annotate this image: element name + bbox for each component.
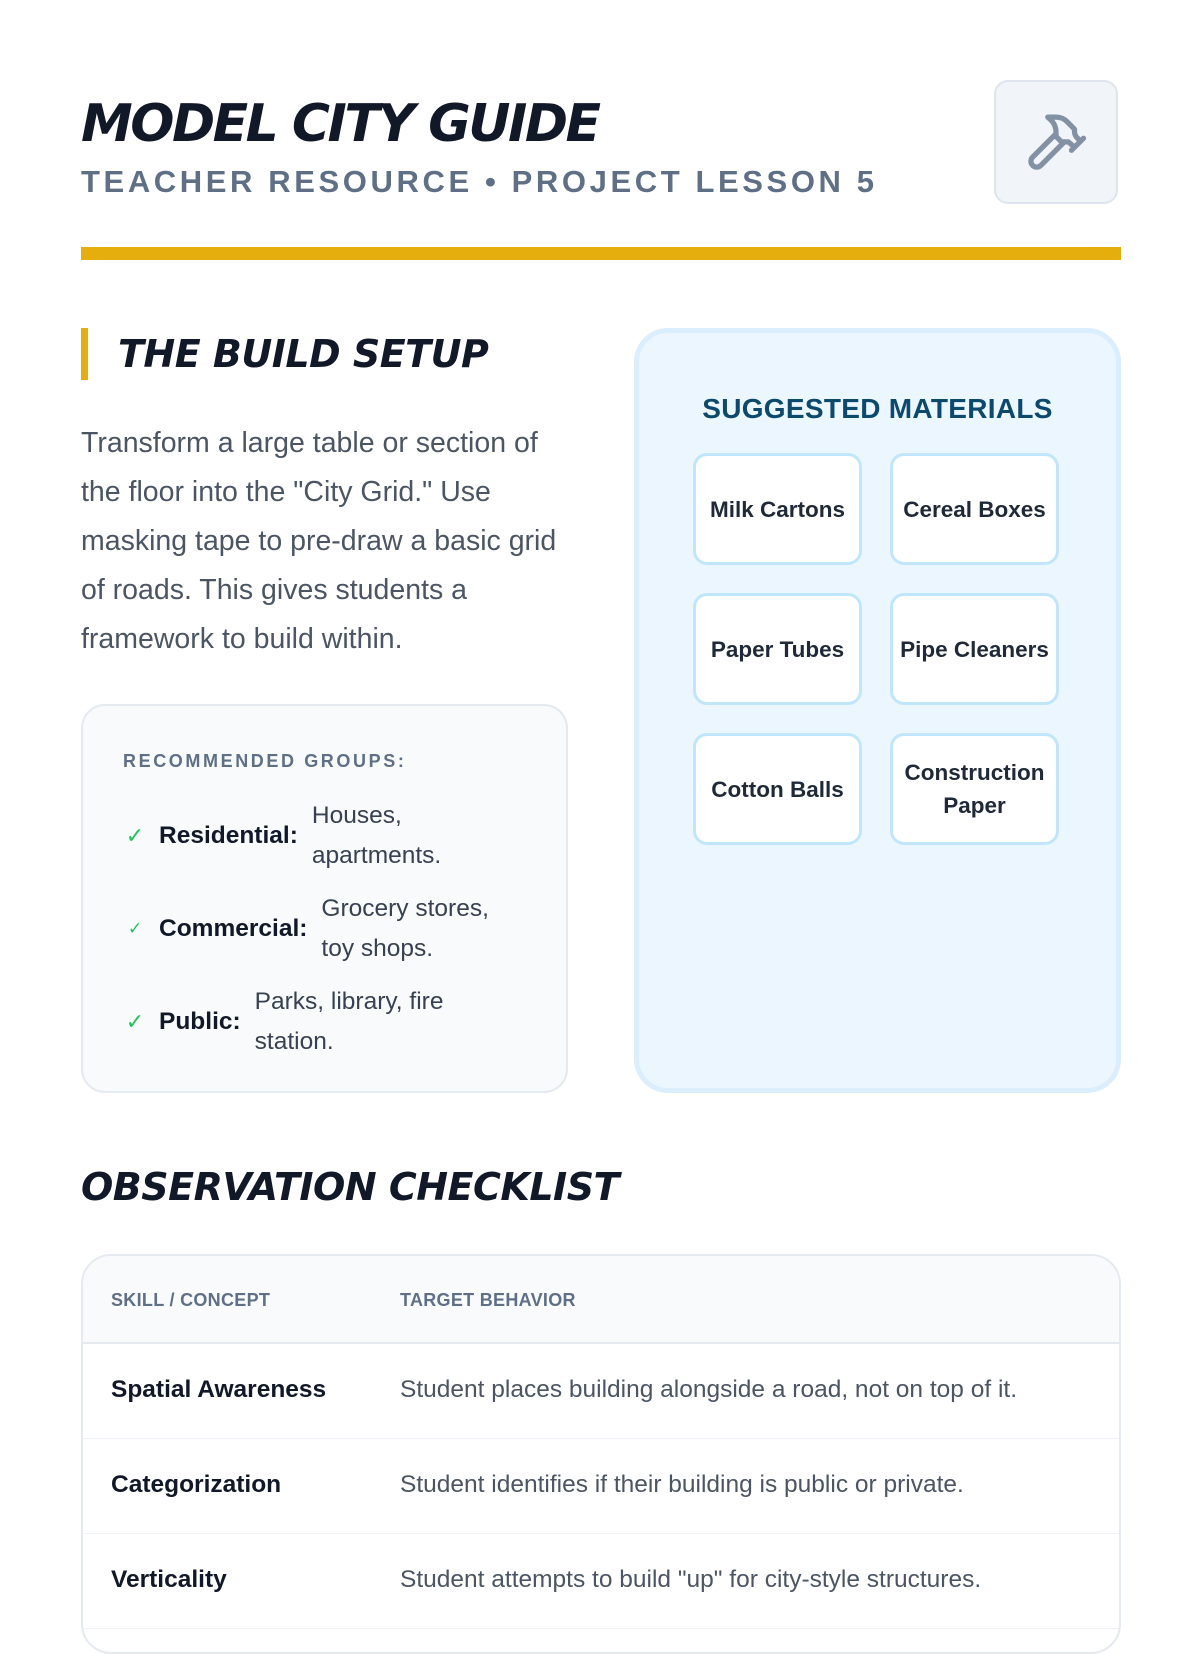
skill-cell: Spatial Awareness bbox=[111, 1376, 327, 1403]
behavior-cell: Student identifies if their building is public or private. bbox=[400, 1471, 964, 1498]
group-description: Houses, apartments. bbox=[311, 802, 442, 869]
table-row bbox=[83, 1439, 1119, 1534]
group-item-public bbox=[123, 982, 485, 1062]
hammer-icon bbox=[1023, 109, 1089, 175]
column-header-skill: SKILL / CONCEPT bbox=[111, 1290, 271, 1310]
material-tile: Cereal Boxes bbox=[890, 453, 1059, 565]
material-tile: Construction Paper bbox=[890, 733, 1059, 845]
group-name: Public: bbox=[159, 1008, 241, 1035]
header-divider bbox=[81, 247, 1121, 260]
material-tile: Milk Cartons bbox=[693, 453, 862, 565]
page bbox=[81, 0, 1121, 1600]
group-item-commercial bbox=[123, 889, 511, 969]
suggested-materials-card bbox=[634, 328, 1121, 1093]
page-title: MODEL CITY GUIDE bbox=[81, 94, 599, 154]
group-name: Commercial: bbox=[159, 915, 308, 942]
header-icon-box bbox=[994, 80, 1118, 204]
build-setup-body: Transform a large table or section of the floor into the "City Grid." Use masking tape to pre-draw a basic grid of roads. This gives students a framework to build within. bbox=[81, 427, 557, 655]
build-setup-title: THE BUILD SETUP bbox=[118, 332, 489, 376]
group-description: Grocery stores, toy shops. bbox=[321, 895, 489, 962]
material-tile: Cotton Balls bbox=[693, 733, 862, 845]
check-icon: ✓ bbox=[125, 823, 145, 848]
recommended-groups-label: RECOMMENDED GROUPS: bbox=[123, 751, 407, 771]
behavior-cell: Student attempts to build "up" for city-style structures. bbox=[400, 1566, 982, 1593]
skill-cell: Verticality bbox=[111, 1566, 227, 1593]
group-description: Parks, library, fire station. bbox=[254, 988, 444, 1055]
table-row bbox=[83, 1344, 1119, 1439]
column-header-behavior: TARGET BEHAVIOR bbox=[400, 1290, 576, 1310]
group-item-residential bbox=[123, 796, 502, 876]
page-subtitle: TEACHER RESOURCE • PROJECT LESSON 5 bbox=[81, 164, 878, 199]
behavior-cell: Student places building alongside a road, not on top of it. bbox=[400, 1376, 1018, 1403]
build-setup-heading bbox=[81, 328, 488, 380]
group-name: Residential: bbox=[159, 822, 298, 849]
suggested-materials-title: SUGGESTED MATERIALS bbox=[702, 393, 1053, 424]
header bbox=[81, 80, 1121, 260]
recommended-groups-card bbox=[81, 704, 568, 1093]
table-row bbox=[83, 1534, 1119, 1629]
skill-cell: Categorization bbox=[111, 1471, 282, 1498]
material-tile: Paper Tubes bbox=[693, 593, 862, 705]
observation-table bbox=[81, 1254, 1121, 1654]
table-header bbox=[83, 1256, 1119, 1344]
material-tile: Pipe Cleaners bbox=[890, 593, 1059, 705]
check-icon: ✓ bbox=[127, 919, 143, 938]
check-icon: ✓ bbox=[125, 1009, 145, 1034]
observation-checklist-heading: OBSERVATION CHECKLIST bbox=[81, 1165, 619, 1209]
